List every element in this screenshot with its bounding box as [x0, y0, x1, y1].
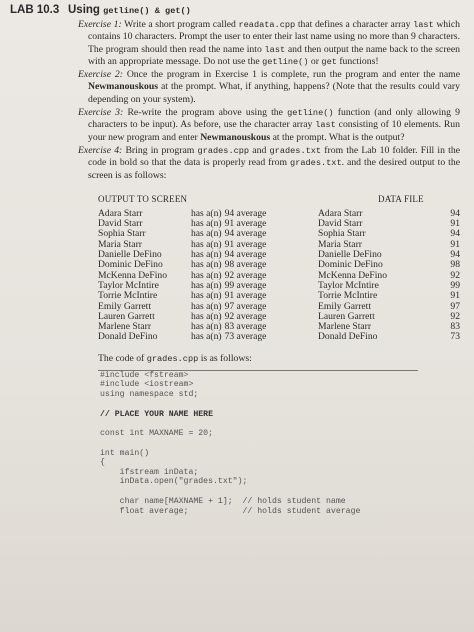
- inline-code: getline(): [262, 56, 309, 67]
- exercise-text: Newmanouskous: [200, 131, 271, 143]
- has-label: has a(n): [190, 331, 222, 343]
- file-name: David Starr: [318, 218, 363, 230]
- exercise-1: [78, 19, 460, 68]
- file-name: Marlene Starr: [318, 321, 372, 333]
- has-label: has a(n): [190, 238, 222, 250]
- file-score: 92: [450, 269, 460, 281]
- file-name: Sophia Starr: [318, 228, 366, 240]
- inline-code: getline(): [287, 108, 334, 119]
- file-name: Torrie McIntire: [318, 290, 378, 302]
- exercise-text: function (and only allowing 9 characters to be input). As before, use the character array: [88, 107, 461, 131]
- average-value: 83 average: [224, 321, 267, 333]
- average-value: 92 average: [224, 269, 267, 281]
- has-label: has a(n): [190, 310, 222, 322]
- exercise-3: [78, 107, 460, 144]
- inline-code: grades.cpp: [197, 145, 250, 156]
- code-intro-after: is as follows:: [198, 352, 252, 364]
- has-label: has a(n): [190, 249, 222, 261]
- title-code: getline() & get(): [103, 6, 191, 16]
- inline-code: last: [264, 44, 286, 55]
- exercise-text: Newmanouskous: [88, 81, 158, 93]
- file-name: Lauren Garrett: [318, 310, 375, 322]
- datafile-heading: DATA FILE: [378, 193, 424, 204]
- file-name: Taylor McIntire: [318, 279, 379, 291]
- exercise-text: which contains 10 characters. Prompt the user to enter their last name using no more than 9 characters. The program should then read the name into: [88, 19, 460, 55]
- code-intro-file: grades.cpp: [146, 353, 199, 364]
- student-name: Taylor McIntire: [98, 279, 159, 291]
- lab-title: [68, 4, 191, 16]
- exercise-2: [78, 69, 460, 106]
- exercise-text: functions!: [336, 55, 379, 67]
- student-name: Danielle DeFino: [98, 249, 162, 261]
- table-row: [98, 291, 460, 301]
- table-row: [98, 219, 460, 229]
- inline-code: readata.cpp: [238, 20, 296, 30]
- student-name: Emily Garrett: [98, 300, 152, 312]
- file-score: 94: [450, 249, 460, 261]
- inline-code: grades.txt: [290, 158, 342, 169]
- exercise-text: at the prompt. What, if anything, happens? (Note that the results could vary depending on your system).: [88, 81, 460, 105]
- student-name: Lauren Garrett: [98, 310, 155, 322]
- table-row: [98, 312, 460, 322]
- exercise-text: Once the program in Exercise 1 is complete, run the program and enter the name: [122, 69, 460, 81]
- code-line: #include <iostream>: [100, 380, 194, 390]
- title-prefix: Using: [68, 4, 100, 16]
- code-line: #include <fstream>: [100, 370, 189, 380]
- file-name: Adara Starr: [318, 207, 363, 219]
- average-value: 91 average: [224, 218, 267, 230]
- table-row: [98, 209, 460, 219]
- student-name: Donald DeFino: [98, 331, 158, 343]
- code-line: inData.open("grades.txt");: [100, 477, 248, 487]
- has-label: has a(n): [190, 279, 222, 291]
- average-value: 92 average: [224, 310, 267, 322]
- file-name: Danielle DeFino: [318, 249, 382, 261]
- student-name: Maria Starr: [98, 238, 142, 250]
- has-label: has a(n): [190, 321, 222, 333]
- code-gap: [100, 439, 460, 449]
- exercise-text: from the Lab 10 folder. Fill in the code in bold so that the data is properly read from: [88, 144, 460, 169]
- code-line: char name[MAXNAME + 1]; // holds student name: [100, 497, 346, 507]
- file-score: 94: [450, 207, 460, 219]
- average-value: 94 average: [224, 228, 267, 240]
- file-score: 97: [450, 300, 460, 312]
- inline-code: last: [315, 120, 336, 131]
- code-intro-before: The code of: [98, 352, 147, 364]
- code-line: float average; // holds student average: [100, 506, 361, 516]
- student-name: Sophia Starr: [98, 228, 146, 240]
- column-headings: [98, 194, 460, 204]
- file-score: 94: [450, 228, 460, 240]
- student-name: Torrie McIntire: [98, 290, 158, 302]
- average-value: 73 average: [224, 331, 267, 343]
- inline-code: grades.txt: [269, 145, 322, 156]
- lab-header: [10, 4, 460, 16]
- average-value: 97 average: [224, 300, 267, 312]
- code-gap: [100, 419, 460, 429]
- has-label: has a(n): [190, 300, 222, 312]
- average-value: 91 average: [224, 290, 267, 302]
- file-score: 92: [450, 310, 460, 322]
- exercise-text: at the prompt. What is the output?: [270, 131, 405, 143]
- student-name: McKenna DeFino: [98, 269, 168, 281]
- table-row: [98, 229, 460, 239]
- output-table: [98, 209, 460, 343]
- code-line: const int MAXNAME = 20;: [100, 429, 214, 439]
- code-line: int main(): [100, 448, 150, 458]
- code-line: using namespace std;: [100, 389, 199, 399]
- student-name: David Starr: [98, 218, 143, 230]
- has-label: has a(n): [190, 259, 222, 271]
- file-score: 91: [450, 238, 460, 250]
- exercise-text: Re-write the program above using the: [123, 107, 288, 119]
- exercise-text: consisting of 10 elements. Run your new program and enter: [88, 119, 460, 143]
- exercise-text: . and the desired output to the screen is as follows:: [88, 157, 461, 181]
- file-name: Dominic DeFino: [318, 259, 383, 271]
- code-intro: [98, 353, 460, 364]
- table-row: [98, 332, 460, 342]
- average-value: 99 average: [224, 279, 267, 291]
- has-label: has a(n): [190, 228, 222, 240]
- exercise-4: [78, 145, 460, 182]
- file-score: 98: [450, 259, 460, 271]
- student-name: Dominic DeFino: [98, 259, 163, 271]
- has-label: has a(n): [190, 207, 222, 219]
- average-value: 94 average: [224, 249, 267, 261]
- has-label: has a(n): [190, 269, 222, 281]
- has-label: has a(n): [190, 218, 222, 230]
- exercise-text: Bring in program: [122, 144, 198, 156]
- exercise-label: Exercise 1:: [78, 19, 122, 30]
- exercise-label: Exercise 2:: [78, 69, 123, 81]
- exercise-list: [78, 19, 460, 182]
- file-score: 91: [450, 218, 460, 230]
- exercise-label: Exercise 3:: [78, 107, 124, 119]
- file-score: 83: [450, 321, 460, 333]
- exercise-text: and: [249, 144, 270, 156]
- exercise-text: Write a short program called: [121, 19, 239, 30]
- average-value: 94 average: [224, 207, 267, 219]
- file-score: 91: [450, 290, 460, 302]
- file-name: Donald DeFino: [318, 331, 378, 343]
- file-name: Maria Starr: [318, 238, 362, 250]
- lab-number: LAB 10.3: [10, 4, 60, 16]
- student-name: Adara Starr: [98, 207, 143, 219]
- file-score: 99: [450, 279, 460, 291]
- code-line: // PLACE YOUR NAME HERE: [100, 409, 214, 419]
- student-name: Marlene Starr: [98, 321, 152, 333]
- code-gap: [100, 487, 460, 497]
- average-value: 98 average: [224, 259, 267, 271]
- code-line: {: [100, 458, 105, 468]
- inline-code: last: [413, 20, 434, 30]
- inline-code: get: [321, 56, 337, 67]
- exercise-label: Exercise 4:: [78, 144, 123, 156]
- file-name: Emily Garrett: [318, 300, 372, 312]
- has-label: has a(n): [190, 290, 222, 302]
- file-name: McKenna DeFino: [318, 269, 388, 281]
- exercise-text: and then output the name back to the screen with an appropriate message. Do not use the: [88, 43, 461, 67]
- output-heading: OUTPUT TO SCREEN: [98, 193, 188, 204]
- average-value: 91 average: [224, 238, 267, 250]
- code-listing: [100, 371, 460, 517]
- exercise-text: that defines a character array: [295, 19, 414, 30]
- code-line: ifstream inData;: [100, 467, 199, 477]
- exercise-text: or: [308, 55, 322, 67]
- file-score: 73: [450, 331, 460, 343]
- code-gap: [100, 400, 460, 410]
